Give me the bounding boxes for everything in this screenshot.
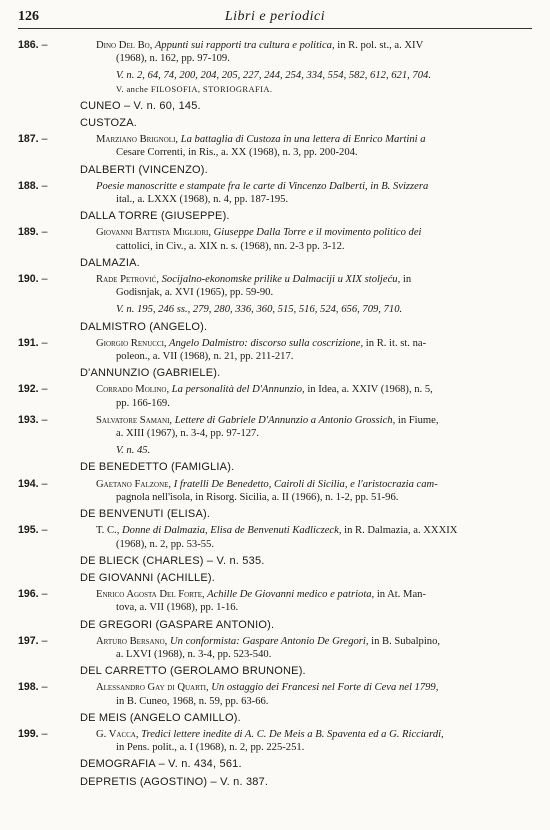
bibliography-entry	[18, 39, 532, 65]
entry-author: Dino Del Bo,	[96, 40, 153, 51]
entry-source: in R. it. st. na-	[363, 337, 427, 349]
subject-heading: DE BENVENUTI (ELISA).	[80, 508, 211, 521]
entry-title: Achille De Giovanni medico e patriota,	[204, 589, 375, 601]
entry-number: 196. –	[18, 588, 72, 601]
subject-heading: DALMAZIA.	[80, 256, 140, 269]
subject-heading: DEPRETIS (AGOSTINO) – V. n. 387.	[80, 775, 269, 788]
entry-title: Tredici lettere inedite di A. C. De Meis a B. Spaventa ed a G. Ricciardi,	[138, 728, 444, 740]
entry-source: in At. Man-	[374, 589, 426, 601]
entry-title: Socijalno-ekonomske prilike u Dalmaciji u XIX stoljeću,	[158, 274, 401, 286]
cross-reference	[18, 69, 532, 95]
bibliography-entry	[18, 728, 532, 754]
entry-title: Appunti sui rapporti tra cultura e politica,	[152, 40, 335, 51]
bibliography-list	[18, 39, 532, 789]
entry-title: La battaglia di Custoza in una lettera di Enrico Martini a	[178, 134, 426, 146]
bibliography-entry	[18, 635, 532, 661]
bibliography-entry	[18, 180, 532, 206]
subject-heading: DE MEIS (ANGELO CAMILLO).	[80, 711, 241, 724]
bibliography-entry	[18, 226, 532, 252]
entry-title: Lettere di Gabriele D'Annunzio a Antonio Grossich,	[172, 414, 396, 426]
entry-number: 191. –	[18, 337, 72, 350]
entry-number: 187. –	[18, 133, 72, 146]
subject-heading: CUSTOZA.	[80, 117, 138, 130]
running-header	[18, 10, 532, 29]
entry-body	[96, 681, 532, 707]
entry-body	[96, 39, 532, 65]
entry-continuation: poleon., a. VII (1968), n. 21, pp. 211-217.	[116, 351, 294, 363]
entry-number: 198. –	[18, 681, 72, 694]
bibliography-entry	[18, 588, 532, 614]
entry-continuation: pagnola nell'isola, in Risorg. Sicilia, a. II (1966), n. 1-2, pp. 51-96.	[116, 491, 399, 503]
entry-source: in Idea, a. XXIV (1968), n. 5,	[304, 384, 433, 396]
bibliography-entry	[18, 524, 532, 550]
entry-number: 186. –	[18, 39, 72, 52]
entry-body	[96, 414, 532, 440]
entry-body	[96, 478, 532, 504]
entry-number: 193. –	[18, 414, 72, 427]
entry-body	[96, 337, 532, 363]
entry-continuation: tova, a. VII (1968), pp. 1-16.	[116, 602, 239, 614]
entry-title: Giuseppe Dalla Torre e il movimento politico dei	[211, 227, 422, 239]
entry-continuation: ital., a. LXXX (1968), n. 4, pp. 187-195.	[116, 194, 289, 206]
entry-author: Rade Petrović,	[96, 274, 159, 286]
entry-source: in B. Subalpino,	[368, 635, 441, 647]
cross-reference	[18, 444, 532, 457]
entry-continuation: in B. Cuneo, 1968, n. 59, pp. 63-66.	[116, 695, 269, 707]
entry-continuation: Cesare Correnti, in Ris., a. XX (1968), n. 3, pp. 200-204.	[116, 147, 358, 159]
bibliography-entry	[18, 478, 532, 504]
entry-body	[96, 635, 532, 661]
subject-heading: DALMISTRO (ANGELO).	[80, 320, 208, 333]
entry-body	[96, 133, 532, 159]
entry-body	[96, 226, 532, 252]
entry-body	[96, 728, 532, 754]
entry-number: 190. –	[18, 273, 72, 286]
entry-author: Giovanni Battista Migliori,	[96, 227, 211, 239]
entry-title: I fratelli De Benedetto, Cairoli di Sicilia, e l'aristocrazia cam-	[171, 478, 438, 490]
subject-heading: DEL CARRETTO (GEROLAMO BRUNONE).	[80, 665, 306, 678]
bibliography-entry	[18, 337, 532, 363]
cross-reference	[18, 303, 532, 316]
entry-number: 199. –	[18, 728, 72, 741]
entry-author: Giorgio Renucci,	[96, 337, 167, 349]
entry-source: in R. pol. st., a. XIV	[334, 40, 424, 51]
cross-reference-text: V. n. 2, 64, 74, 200, 204, 205, 227, 244, 254, 334, 554, 582, 612, 621, 704.	[116, 70, 431, 82]
entry-title: Un ostaggio dei Francesi nel Forte di Ceva nel 1799,	[208, 682, 439, 694]
entry-body	[96, 588, 532, 614]
cross-reference-text: V. n. 45.	[116, 445, 151, 457]
entry-continuation: Godisnjak, a. XVI (1965), pp. 59-90.	[116, 287, 274, 299]
page-number: 126	[18, 9, 39, 24]
entry-continuation: cattolici, in Civ., a. XIX n. s. (1968), nn. 2-3 pp. 3-12.	[116, 240, 345, 252]
cross-reference-text: V. n. 195, 246 ss., 279, 280, 336, 360, 515, 516, 524, 656, 709, 710.	[116, 304, 403, 316]
subject-heading: DEMOGRAFIA – V. n. 434, 561.	[80, 758, 242, 771]
entry-continuation: a. XIII (1967), n. 3-4, pp. 97-127.	[116, 428, 259, 440]
entry-source: in R. Dalmazia, a. XXXIX	[341, 525, 458, 537]
entry-author: Alessandro Gay di Quarti,	[96, 682, 209, 694]
entry-continuation: (1968), n. 2, pp. 53-55.	[116, 538, 214, 550]
subject-heading: D'ANNUNZIO (GABRIELE).	[80, 367, 221, 380]
entry-body	[96, 383, 532, 409]
entry-author: Gaetano Falzone,	[96, 478, 172, 490]
subject-heading: DALBERTI (VINCENZO).	[80, 163, 208, 176]
entry-body	[96, 273, 532, 299]
entry-author: Marziano Brignoli,	[96, 134, 179, 146]
entry-continuation: (1968), n. 162, pp. 97-109.	[116, 53, 230, 65]
entry-number: 197. –	[18, 635, 72, 648]
entry-body	[96, 180, 532, 206]
bibliography-entry	[18, 414, 532, 440]
entry-number: 188. –	[18, 180, 72, 193]
entry-body	[96, 524, 532, 550]
entry-title: Un conformista: Gaspare Antonio De Gregori,	[167, 635, 369, 647]
entry-author: Arturo Bersano,	[96, 635, 168, 647]
entry-continuation: pp. 166-169.	[116, 397, 170, 409]
entry-title: Poesie manoscritte e stampate fra le carte di Vincenzo Dalberti, in B. Svizzera	[96, 180, 429, 192]
subject-heading: DALLA TORRE (GIUSEPPE).	[80, 210, 230, 223]
entry-author: Corrado Molino,	[96, 384, 170, 396]
subject-heading: DE BLIECK (CHARLES) – V. n. 535.	[80, 554, 265, 567]
entry-continuation: in Pens. polit., a. I (1968), n. 2, pp. 225-251.	[116, 742, 305, 754]
entry-number: 192. –	[18, 383, 72, 396]
entry-title: Donne di Dalmazia, Elisa de Benvenuti Kadliczeck,	[119, 525, 342, 537]
entry-number: 195. –	[18, 524, 72, 537]
subject-heading: CUNEO – V. n. 60, 145.	[80, 99, 201, 112]
entry-source: in Fiume,	[395, 414, 439, 426]
entry-title: Angelo Dalmistro: discorso sulla coscrizione,	[166, 337, 364, 349]
entry-author: G. Vacca,	[96, 728, 139, 740]
entry-author: Salvatore Samani,	[96, 414, 173, 426]
bibliography-entry	[18, 273, 532, 299]
document-page	[18, 10, 532, 792]
entry-source: in	[400, 274, 412, 286]
subject-heading: DE BENEDETTO (FAMIGLIA).	[80, 461, 235, 474]
entry-number: 189. –	[18, 226, 72, 239]
bibliography-entry	[18, 383, 532, 409]
see-also-text: V. anche FILOSOFIA, STORIOGRAFIA.	[116, 83, 273, 94]
bibliography-entry	[18, 133, 532, 159]
running-title: Libri e periodici	[224, 9, 326, 24]
entry-author: T. C.,	[96, 525, 120, 537]
entry-title: La personalità del D'Annunzio,	[169, 384, 305, 396]
subject-heading: DE GIOVANNI (ACHILLE).	[80, 571, 215, 584]
subject-heading: DE GREGORI (GASPARE ANTONIO).	[80, 618, 275, 631]
entry-number: 194. –	[18, 478, 72, 491]
entry-continuation: a. LXVI (1968), n. 3-4, pp. 523-540.	[116, 648, 272, 660]
bibliography-entry	[18, 681, 532, 707]
entry-author: Enrico Agosta Del Forte,	[96, 589, 205, 601]
